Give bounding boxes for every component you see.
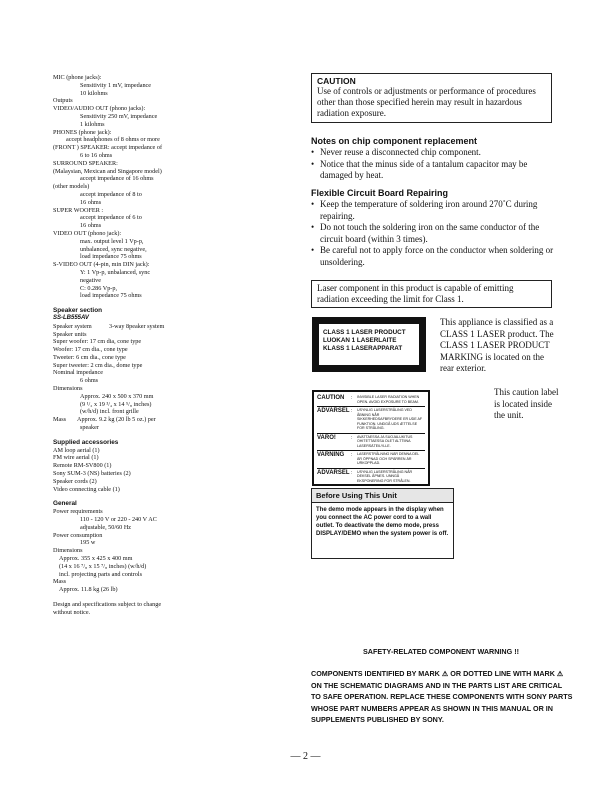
caution-label-row: ADVARSEL : USYNLIG LASERSTRÅLING VED ÅBNING NÅR SIKKERHEDSAFBRYDERE ER UDE AF FUNKTION. UNDGÅ UDS ÆTTELSE FOR STRÅLING. <box>317 407 425 434</box>
flex-repair-title: Flexible Circuit Board Repairing <box>311 188 449 198</box>
spec-line: Approx. 355 x 425 x 400 mm <box>59 555 133 563</box>
page-number: — 2 — <box>290 751 321 762</box>
speaker-system-value: 3-way 8peaker system <box>109 322 165 330</box>
spec-line: incl. projecting parts and controls <box>59 570 142 578</box>
speaker-mass-key: Mass <box>53 416 67 424</box>
spec-line: SURROUND SPEAKER: <box>53 159 118 167</box>
chip-notes-title: Notes on chip component replacement <box>311 136 478 146</box>
spec-line: Approx. 11.8 kg (26 lb) <box>59 586 118 594</box>
spec-line: load impedance 75 ohms <box>80 253 142 261</box>
spec-line: Mass <box>53 578 67 586</box>
caution-label-row: ADVARSEL : USYNLIG LASERSTRÅLING NÅR DEKSEL ÅPNES. UNNGÅ EKSPONERING FOR STRÅLEN. <box>317 469 413 483</box>
spec-line: (14 x 16 ⁷/₈ x 15 ⁷/₈ inches) (w/h/d) <box>59 562 147 570</box>
demo-title: Before Using This Unit <box>312 489 453 503</box>
spec-lines <box>53 74 271 300</box>
spec-line: Speaker units <box>53 330 87 338</box>
list-item: • Do not touch the soldering iron on the same conductor of the circuit board (within 3 times). <box>311 222 540 244</box>
supplied-accessories-title: Supplied accessories <box>53 438 119 446</box>
spec-line: Dimensions <box>53 547 83 555</box>
list-item: • Never reuse a disconnected chip component. <box>311 147 481 157</box>
spec-line: Approx. 240 x 500 x 370 mm <box>80 392 154 400</box>
spec-line: VIDEO OUT (phono jack): <box>53 229 122 237</box>
demo-body: The demo mode appears in the display when you connect the AC power cord to a wall outlet. To deactivate the demo mode, press DISPLAY/DEMO when the system power is off. <box>316 507 449 537</box>
spec-line: accept impedance of 8 to <box>80 190 142 198</box>
list-item: • Be careful not to apply force on the conductor when soldering or unsoldering. <box>311 245 554 267</box>
laser-notice-box: Laser component in this product is capable of emitting radiation exceeding the limit for Class 1. <box>311 280 552 308</box>
spec-line: Super tweeter: 2 cm dia., dome type <box>53 361 143 369</box>
spec-line: SUPER WOOFER : <box>53 206 104 214</box>
spec-line: 6 to 16 ohms <box>80 151 113 159</box>
spec-line: 110 - 120 V or 220 - 240 V AC <box>80 516 157 524</box>
speaker-system-row <box>53 323 271 331</box>
class1-line: CLASS 1 LASER PRODUCT <box>323 329 406 336</box>
spec-line: unbalanced, sync negative, <box>80 245 147 253</box>
safety-warning-title: SAFETY-RELATED COMPONENT WARNING !! <box>363 647 519 656</box>
list-item: • Notice that the minus side of a tantalum capacitor may be damaged by heat. <box>311 158 528 181</box>
spec-line: (w/h/d) incl. front grille <box>80 408 139 416</box>
spec-line: accept impedance of 16 ohms <box>80 175 154 183</box>
flex-repair-list <box>311 199 561 269</box>
spec-line: Super woofer: 17 cm dia, cone type <box>53 338 142 346</box>
speaker-mass-value: Approx. 9.2 kg (20 lb 5 oz.) per <box>77 416 156 424</box>
spec-line: 16 ohms <box>80 222 102 230</box>
class1-description: This appliance is classified as a CLASS 1 LASER product. The CLASS 1 LASER PRODUCT MARKING is located on the rear exterior. <box>440 317 554 373</box>
spec-line: negative <box>80 276 101 284</box>
speaker-lines <box>53 331 271 417</box>
spec-line: Sensitivity 1 mV, impedance <box>80 81 152 89</box>
spec-line: Dimensions <box>53 385 83 393</box>
spec-line: load impedance 75 ohms <box>80 292 142 300</box>
spec-line: Tweeter: 6 cm dia., cone type <box>53 353 126 361</box>
spec-line: Woofer: 17 cm dia., cone type <box>53 346 128 354</box>
spec-line: AM loop aerial (1) <box>53 446 100 454</box>
spec-line: 10 kilohms <box>80 89 108 97</box>
spec-line: max. output level 1 Vp-p, <box>80 237 144 245</box>
spec-line: MIC (phone jacks): <box>53 74 102 81</box>
spec-line: Power requirements <box>53 508 103 516</box>
caution-label-description: This caution label is located inside the unit. <box>494 387 559 420</box>
spec-line: VIDEO/AUDIO OUT (phono jacks): <box>53 105 146 113</box>
spec-line: Y: 1 Vp-p, unbalanced, sync <box>80 268 151 276</box>
spec-line: 16 ohms <box>80 198 102 206</box>
spec-line: S-VIDEO OUT (4-pin, min DIN jack): <box>53 261 150 269</box>
speaker-mass-value-2: speaker <box>80 424 99 432</box>
spec-line: accept impedance of 6 to <box>80 214 142 222</box>
spec-line: Sensitivity 250 mV, impedance <box>80 112 158 120</box>
caution-box <box>311 73 552 123</box>
class1-line: LUOKAN 1 LASERLAITE <box>323 337 397 344</box>
speaker-system-key: Speaker system <box>53 322 92 330</box>
speaker-mass-row <box>53 416 271 424</box>
speaker-section-title: Speaker section <box>53 307 103 315</box>
footer-note-1: Design and specifications subject to change <box>53 601 162 608</box>
spec-line: Speaker cords (2) <box>53 477 97 485</box>
caution-laser-label <box>312 390 430 486</box>
supplied-lines <box>53 447 271 494</box>
spec-line: (FRONT ) SPEAKER: accept impedance of <box>53 144 163 152</box>
caution-body: Use of controls or adjustments or performance of procedures other than those specified herein may result in hazardous radiation exposure. <box>317 86 536 118</box>
spec-line: 6 ohms <box>80 377 99 385</box>
footer-note-2: without notice. <box>53 608 91 616</box>
spec-line: Sony SUM-3 (NS) batteries (2) <box>53 470 131 478</box>
spec-line: Outputs <box>53 97 73 105</box>
general-lines <box>53 508 271 594</box>
spec-line: C: 0.286 Vp-p, <box>80 284 118 292</box>
demo-mode-box <box>311 488 454 559</box>
caution-label-row: VARNING : LASERSTRÅLNING NÄR DENNA DEL ÄR ÖPPNAD OCH SPÄRREN ÄR URKOPPLAD. <box>317 451 425 469</box>
spec-line: Power consumption <box>53 531 103 539</box>
chip-notes-list <box>311 147 561 182</box>
safety-warning-body: COMPONENTS IDENTIFIED BY MARK ⚠ OR DOTTED LINE WITH MARK ⚠ ON THE SCHEMATIC DIAGRAMS AND IN THE PARTS LIST ARE CRITICAL TO SAFE OPERATION. REPLACE THESE COMPONENTS WITH SONY PARTS WHOSE PART NUMBERS APPEAR AS SHOWN IN THIS MANUAL OR IN SUPPLEMENTS PUBLISHED BY SONY. <box>311 669 573 724</box>
spec-line: 195 w <box>80 539 96 547</box>
list-item: • Keep the temperature of soldering iron around 270˚C during repairing. <box>311 199 538 221</box>
general-title: General <box>53 500 77 508</box>
spec-line: Remote RM-SV800 (1) <box>53 462 112 470</box>
spec-line: (other models) <box>53 183 90 191</box>
spec-line: Video connecting cable (1) <box>53 485 120 493</box>
speaker-model: SS-LB555AV <box>53 314 89 321</box>
spec-line: 1 kilohms <box>80 120 105 128</box>
class1-laser-label <box>312 317 426 372</box>
spec-line: adjustable, 50/60 Hz <box>80 523 132 531</box>
spec-line: (Malaysian, Mexican and Singapore model) <box>53 167 162 175</box>
spec-line: Nominal impedance <box>53 369 103 377</box>
spec-line: accept headphones of 8 ohms or more <box>66 136 160 144</box>
class1-line: KLASS 1 LASERAPPARAT <box>323 345 403 352</box>
specifications-column <box>53 74 271 617</box>
spec-line: FM wire aerial (1) <box>53 454 99 462</box>
spec-line: PHONES (phone jack): <box>53 128 112 136</box>
spec-line: (9 ¹/₂ x 19 ³/₄ x 14 ⁵/₈ inches) <box>80 400 152 408</box>
caution-title: CAUTION <box>317 76 356 86</box>
caution-label-row: VARO! : AVATTAESSA JA SUOJALUKITUS OHITETTAESSA OLET ALTTIINA LASERSÄTEILYLLE. <box>317 434 425 452</box>
caution-label-row: CAUTION : INVISIBLE LASER RADIATION WHEN OPEN. AVOID EXPOSURE TO BEAM. <box>317 394 425 407</box>
